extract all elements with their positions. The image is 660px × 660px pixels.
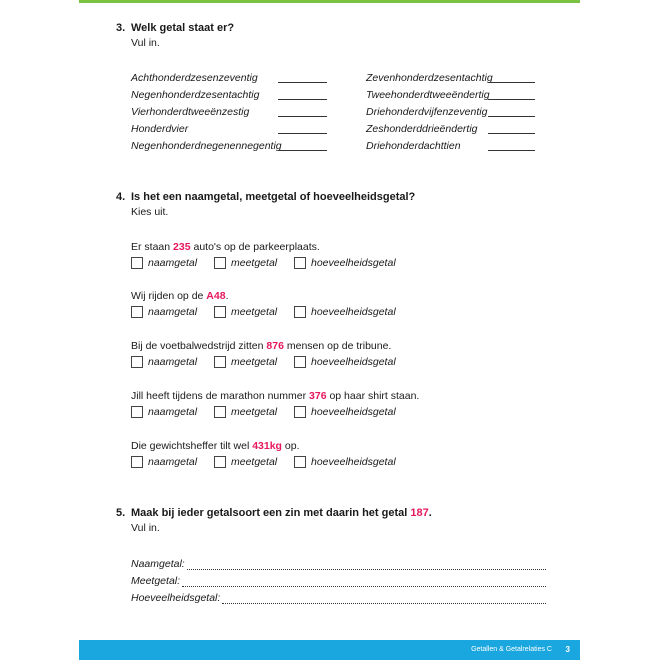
checkbox[interactable] bbox=[131, 257, 143, 269]
dotted-answer-line[interactable] bbox=[222, 594, 546, 604]
answer-line[interactable] bbox=[488, 133, 535, 134]
option-naamgetal[interactable] bbox=[131, 456, 214, 468]
option-meetgetal[interactable] bbox=[214, 257, 294, 269]
item-sentence bbox=[131, 440, 300, 452]
word-number: Vierhonderdtweeënzestig bbox=[131, 106, 250, 118]
checkbox[interactable] bbox=[214, 406, 226, 418]
word-number: Driehonderdvijfenzeventig bbox=[366, 106, 488, 118]
answer-line[interactable] bbox=[278, 150, 327, 151]
option-row bbox=[131, 257, 396, 269]
checkbox[interactable] bbox=[214, 257, 226, 269]
highlighted-number: 876 bbox=[266, 340, 284, 352]
checkbox[interactable] bbox=[131, 356, 143, 368]
sentence-text: op haar shirt staan. bbox=[326, 390, 420, 402]
option-row bbox=[131, 456, 396, 468]
option-meetgetal[interactable] bbox=[214, 306, 294, 318]
field-label: Hoeveelheidsgetal: bbox=[131, 592, 221, 604]
question-title: Maak bij ieder getalsoort een zin met daarin het getal bbox=[131, 507, 411, 519]
dotted-answer-line[interactable] bbox=[187, 560, 546, 570]
highlighted-number: 187 bbox=[410, 507, 429, 519]
question-instruction: Vul in. bbox=[131, 37, 160, 49]
naamgetal-field[interactable] bbox=[131, 558, 546, 570]
option-meetgetal[interactable] bbox=[214, 356, 294, 368]
option-label: meetgetal bbox=[231, 406, 278, 418]
meetgetal-field[interactable] bbox=[131, 575, 546, 587]
item-sentence bbox=[131, 340, 391, 352]
word-number: Zevenhonderdzesentachtig bbox=[366, 72, 493, 84]
option-label: hoeveelheidsgetal bbox=[311, 356, 396, 368]
question-5-header bbox=[116, 507, 432, 519]
footer-title: Getallen & Getalrelaties C bbox=[471, 646, 552, 653]
answer-line[interactable] bbox=[278, 116, 327, 117]
item-sentence bbox=[131, 290, 228, 302]
option-hoeveelheidsgetal[interactable] bbox=[294, 456, 396, 468]
checkbox[interactable] bbox=[214, 356, 226, 368]
sentence-text: Er staan bbox=[131, 241, 174, 253]
footer-bar bbox=[79, 640, 580, 660]
question-instruction: Kies uit. bbox=[131, 206, 169, 218]
option-label: naamgetal bbox=[148, 406, 198, 418]
option-label: meetgetal bbox=[231, 456, 278, 468]
option-hoeveelheidsgetal[interactable] bbox=[294, 356, 396, 368]
checkbox[interactable] bbox=[294, 257, 306, 269]
option-label: naamgetal bbox=[148, 257, 198, 269]
word-number: Driehonderdachttien bbox=[366, 140, 461, 152]
sentence-text: op. bbox=[281, 440, 300, 452]
highlighted-number: A48 bbox=[206, 290, 226, 302]
hoeveelheidsgetal-field[interactable] bbox=[131, 592, 546, 604]
question-3 bbox=[116, 22, 234, 49]
answer-line[interactable] bbox=[278, 133, 327, 134]
option-label: naamgetal bbox=[148, 306, 198, 318]
word-number: Tweehonderdtweeëndertig bbox=[366, 89, 490, 101]
sentence-text: . bbox=[225, 290, 229, 302]
option-label: meetgetal bbox=[231, 356, 278, 368]
checkbox[interactable] bbox=[131, 406, 143, 418]
item-sentence bbox=[131, 390, 419, 402]
checkbox[interactable] bbox=[131, 456, 143, 468]
answer-line[interactable] bbox=[488, 116, 535, 117]
option-meetgetal[interactable] bbox=[214, 456, 294, 468]
answer-line[interactable] bbox=[278, 99, 327, 100]
option-naamgetal[interactable] bbox=[131, 356, 214, 368]
answer-line[interactable] bbox=[488, 99, 535, 100]
option-label: naamgetal bbox=[148, 356, 198, 368]
question-title-end: . bbox=[428, 507, 432, 519]
option-row bbox=[131, 356, 396, 368]
sentence-text: auto's op de parkeerplaats. bbox=[190, 241, 320, 253]
question-instruction: Vul in. bbox=[131, 522, 160, 534]
sentence-text: mensen op de tribune. bbox=[283, 340, 392, 352]
item-sentence bbox=[131, 241, 320, 253]
question-number: 5. bbox=[116, 507, 126, 519]
option-label: hoeveelheidsgetal bbox=[311, 406, 396, 418]
page-number: 3 bbox=[565, 645, 570, 654]
question-number: 4. bbox=[116, 191, 126, 203]
checkbox[interactable] bbox=[294, 306, 306, 318]
option-hoeveelheidsgetal[interactable] bbox=[294, 306, 396, 318]
checkbox[interactable] bbox=[131, 306, 143, 318]
option-naamgetal[interactable] bbox=[131, 306, 214, 318]
word-number: Negenhonderdzesentachtig bbox=[131, 89, 260, 101]
checkbox[interactable] bbox=[294, 356, 306, 368]
option-row bbox=[131, 306, 396, 318]
option-label: hoeveelheidsgetal bbox=[311, 257, 396, 269]
option-label: naamgetal bbox=[148, 456, 198, 468]
question-title: Welk getal staat er? bbox=[131, 22, 235, 34]
answer-line[interactable] bbox=[488, 150, 535, 151]
question-4 bbox=[116, 191, 415, 218]
sentence-text: Jill heeft tijdens de marathon nummer bbox=[131, 390, 310, 402]
top-accent-bar bbox=[79, 0, 580, 3]
sentence-text: Wij rijden op de bbox=[131, 290, 207, 302]
checkbox[interactable] bbox=[214, 306, 226, 318]
sentence-text: Die gewichtsheffer tilt wel bbox=[131, 440, 253, 452]
highlighted-number: 431kg bbox=[252, 440, 282, 452]
option-naamgetal[interactable] bbox=[131, 406, 214, 418]
word-number: Honderdvier bbox=[131, 123, 189, 135]
question-3-header bbox=[116, 22, 234, 34]
highlighted-number: 376 bbox=[309, 390, 327, 402]
option-label: hoeveelheidsgetal bbox=[311, 456, 396, 468]
question-number: 3. bbox=[116, 22, 126, 34]
option-meetgetal[interactable] bbox=[214, 406, 294, 418]
checkbox[interactable] bbox=[294, 406, 306, 418]
checkbox[interactable] bbox=[214, 456, 226, 468]
question-4-header bbox=[116, 191, 415, 203]
option-naamgetal[interactable] bbox=[131, 257, 214, 269]
option-label: hoeveelheidsgetal bbox=[311, 306, 396, 318]
option-label: meetgetal bbox=[231, 306, 278, 318]
answer-line[interactable] bbox=[488, 82, 535, 83]
option-label: meetgetal bbox=[231, 257, 278, 269]
sentence-text: Bij de voetbalwedstrijd zitten bbox=[131, 340, 267, 352]
option-row bbox=[131, 406, 396, 418]
answer-line[interactable] bbox=[278, 82, 327, 83]
question-5 bbox=[116, 507, 432, 534]
field-label: Meetgetal: bbox=[131, 575, 181, 587]
question-title: Is het een naamgetal, meetgetal of hoeveelheidsgetal? bbox=[131, 191, 416, 203]
highlighted-number: 235 bbox=[173, 241, 191, 253]
dotted-answer-line[interactable] bbox=[182, 577, 546, 587]
word-number: Achthonderdzesenzeventig bbox=[131, 72, 258, 84]
option-hoeveelheidsgetal[interactable] bbox=[294, 406, 396, 418]
word-number: Zeshonderddrieëndertig bbox=[366, 123, 478, 135]
word-number: Negenhonderdnegenennegentig bbox=[131, 140, 282, 152]
field-label: Naamgetal: bbox=[131, 558, 185, 570]
option-hoeveelheidsgetal[interactable] bbox=[294, 257, 396, 269]
checkbox[interactable] bbox=[294, 456, 306, 468]
